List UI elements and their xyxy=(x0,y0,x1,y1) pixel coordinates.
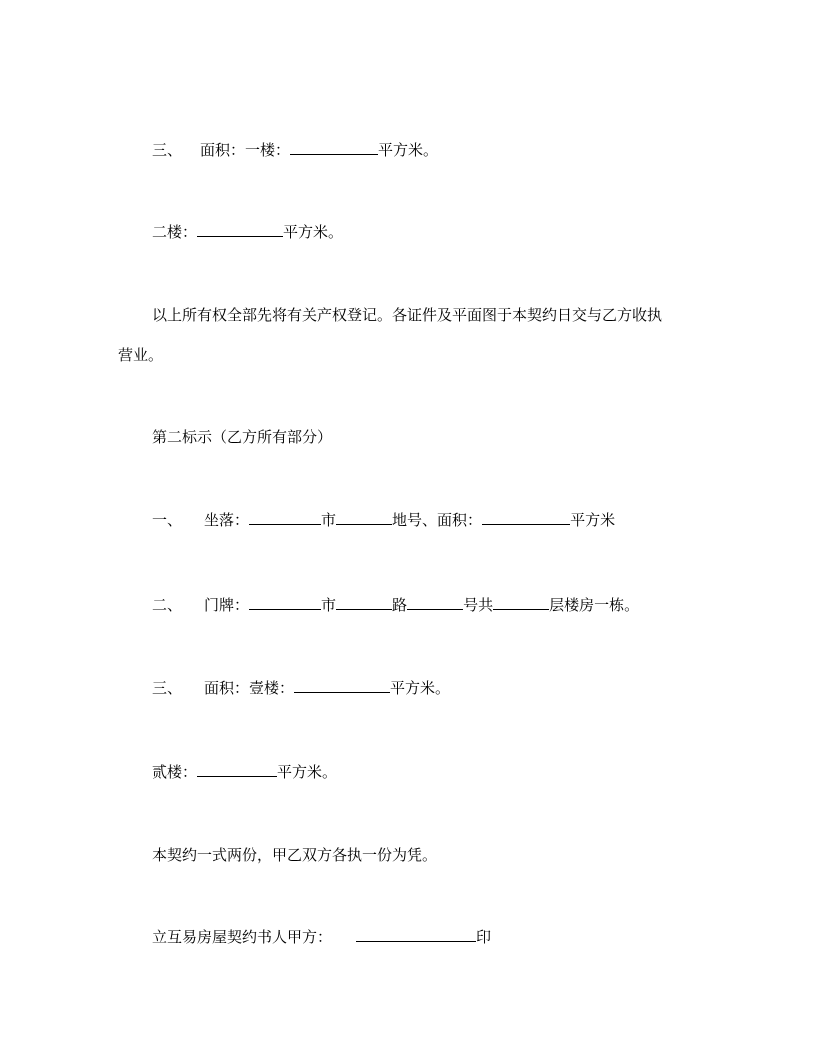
lot-area-label: 地号、面积： xyxy=(392,511,483,529)
blank-field-first-floor-area xyxy=(290,140,378,155)
blank-field-party-a-signature xyxy=(356,927,476,942)
signature-label: 立互易房屋契约书人甲方： xyxy=(152,928,333,946)
item-number: 三、 xyxy=(152,679,183,697)
owner-b-area-line-2 xyxy=(152,762,337,782)
item-number: 一、 xyxy=(152,511,183,529)
ownership-note-line-2: 营业。 xyxy=(118,346,164,364)
unit-label: 平方米 xyxy=(570,511,616,529)
building-label: 层楼房一栋。 xyxy=(549,596,640,614)
blank-field-location-city xyxy=(249,510,321,525)
blank-field-lot-number xyxy=(336,510,392,525)
owner-a-area-line-1 xyxy=(152,140,438,160)
city-label: 市 xyxy=(321,596,337,614)
unit-label: 平方米。 xyxy=(283,223,344,241)
field-label: 面积：一楼： xyxy=(200,141,291,159)
blank-field-first-floor-area xyxy=(294,678,390,693)
owner-b-house-number-line xyxy=(152,595,639,615)
field-label: 坐落： xyxy=(204,511,250,529)
owner-b-area-line-1 xyxy=(152,678,450,698)
blank-field-lot-area xyxy=(482,510,570,525)
unit-label: 平方米。 xyxy=(390,679,451,697)
owner-b-location-line xyxy=(152,510,615,530)
unit-label: 平方米。 xyxy=(378,141,439,159)
blank-field-road xyxy=(336,595,392,610)
road-label: 路 xyxy=(392,596,408,614)
item-number: 二、 xyxy=(152,596,183,614)
field-label: 贰楼： xyxy=(152,763,198,781)
seal-label: 印 xyxy=(476,928,492,946)
section-heading-owner-b: 第二标示（乙方所有部分） xyxy=(152,428,333,446)
field-label: 面积：壹楼： xyxy=(204,679,295,697)
owner-a-area-line-2 xyxy=(152,222,343,242)
field-label: 门牌： xyxy=(204,596,250,614)
blank-field-house-number xyxy=(407,595,463,610)
blank-field-second-floor-area xyxy=(197,762,277,777)
ownership-note-line-1: 以上所有权全部先将有关产权登记。各证件及平面图于本契约日交与乙方收执 xyxy=(152,306,663,324)
blank-field-house-city xyxy=(249,595,321,610)
signature-line xyxy=(152,927,491,947)
total-label: 号共 xyxy=(463,596,494,614)
blank-field-second-floor-area xyxy=(197,222,283,237)
item-number: 三、 xyxy=(152,141,183,159)
city-label: 市 xyxy=(321,511,337,529)
copies-note: 本契约一式两份，甲乙双方各执一份为凭。 xyxy=(152,846,438,864)
unit-label: 平方米。 xyxy=(277,763,338,781)
field-label: 二楼： xyxy=(152,223,198,241)
blank-field-floor-count xyxy=(493,595,549,610)
